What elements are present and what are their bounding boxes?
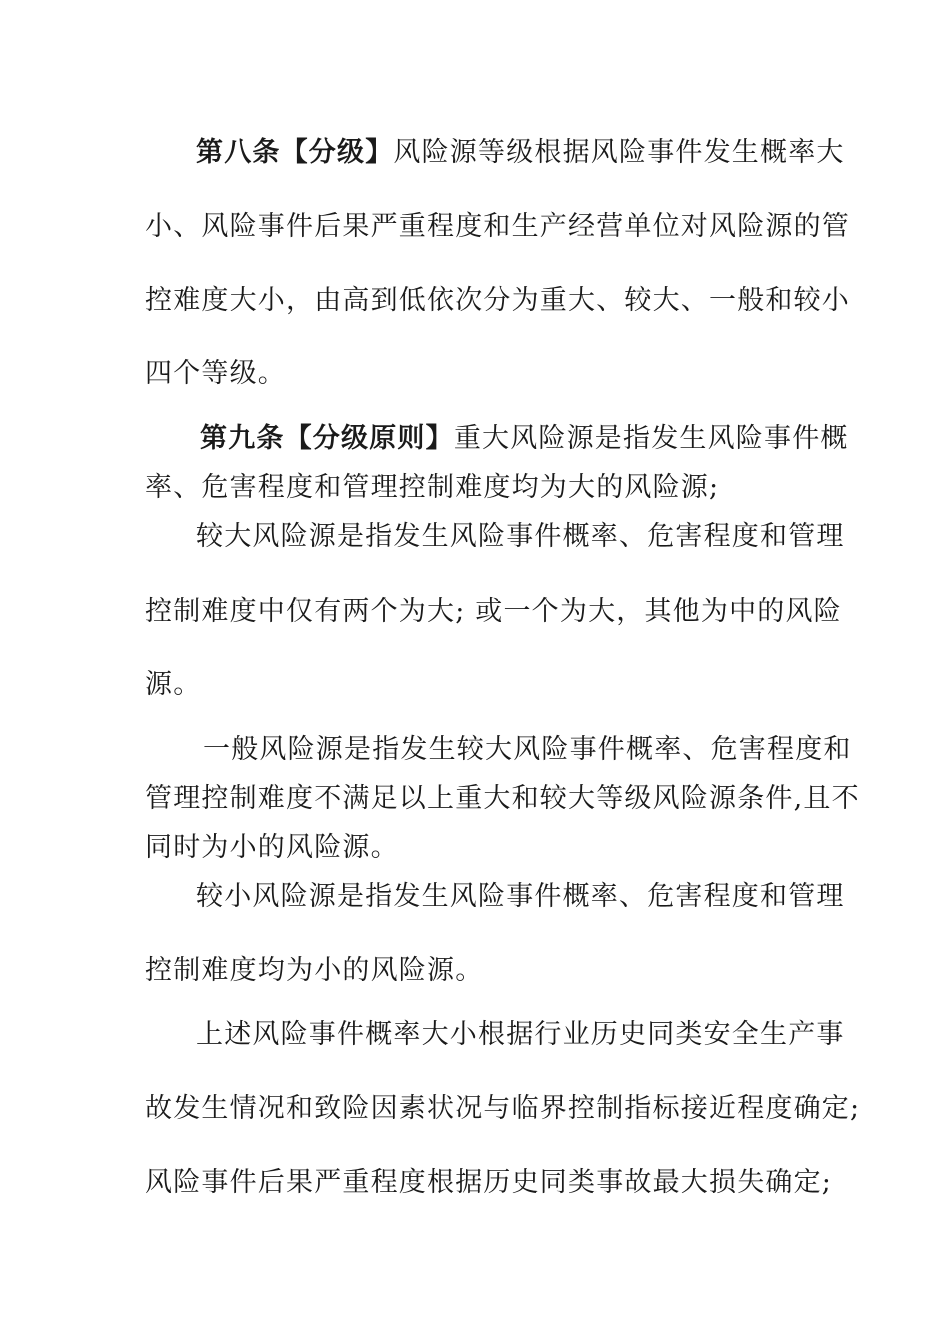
article-9-line-2: 率、危害程度和管理控制难度均为大的风险源;	[145, 472, 720, 503]
article-9-line-1	[200, 421, 849, 457]
larger-risk-line-3: 源。	[145, 669, 202, 700]
article-8-line-4: 四个等级。	[145, 358, 286, 389]
article-8-heading: 第八条【分级】	[196, 137, 394, 168]
general-risk-line-3: 同时为小的风险源。	[145, 832, 399, 863]
general-risk-line-1: 一般风险源是指发生较大风险事件概率、危害程度和	[203, 734, 852, 765]
smaller-risk-line-1: 较小风险源是指发生风险事件概率、危害程度和管理	[196, 881, 845, 912]
article-8-line-2: 小、风险事件后果严重程度和生产经营单位对风险源的管	[145, 211, 850, 242]
larger-risk-line-2: 控制难度中仅有两个为大; 或一个为大，其他为中的风险	[145, 596, 842, 627]
summary-line-3: 风险事件后果严重程度根据历史同类事故最大损失确定;	[145, 1167, 833, 1198]
article-9-text: 重大风险源是指发生风险事件概	[453, 423, 849, 454]
article-8-text: 风险源等级根据风险事件发生概率大	[393, 137, 845, 168]
article-8-line-1	[196, 135, 845, 171]
article-8-line-3: 控难度大小，由高到低依次分为重大、较大、一般和较小	[145, 285, 850, 316]
article-9-heading: 第九条【分级原则】	[200, 423, 454, 454]
summary-line-1: 上述风险事件概率大小根据行业历史同类安全生产事	[196, 1019, 845, 1050]
general-risk-line-2: 管理控制难度不满足以上重大和较大等级风险源条件,且不	[145, 783, 860, 814]
smaller-risk-line-2: 控制难度均为小的风险源。	[145, 955, 484, 986]
larger-risk-line-1: 较大风险源是指发生风险事件概率、危害程度和管理	[196, 521, 845, 552]
summary-line-2: 故发生情况和致险因素状况与临界控制指标接近程度确定;	[145, 1093, 861, 1124]
